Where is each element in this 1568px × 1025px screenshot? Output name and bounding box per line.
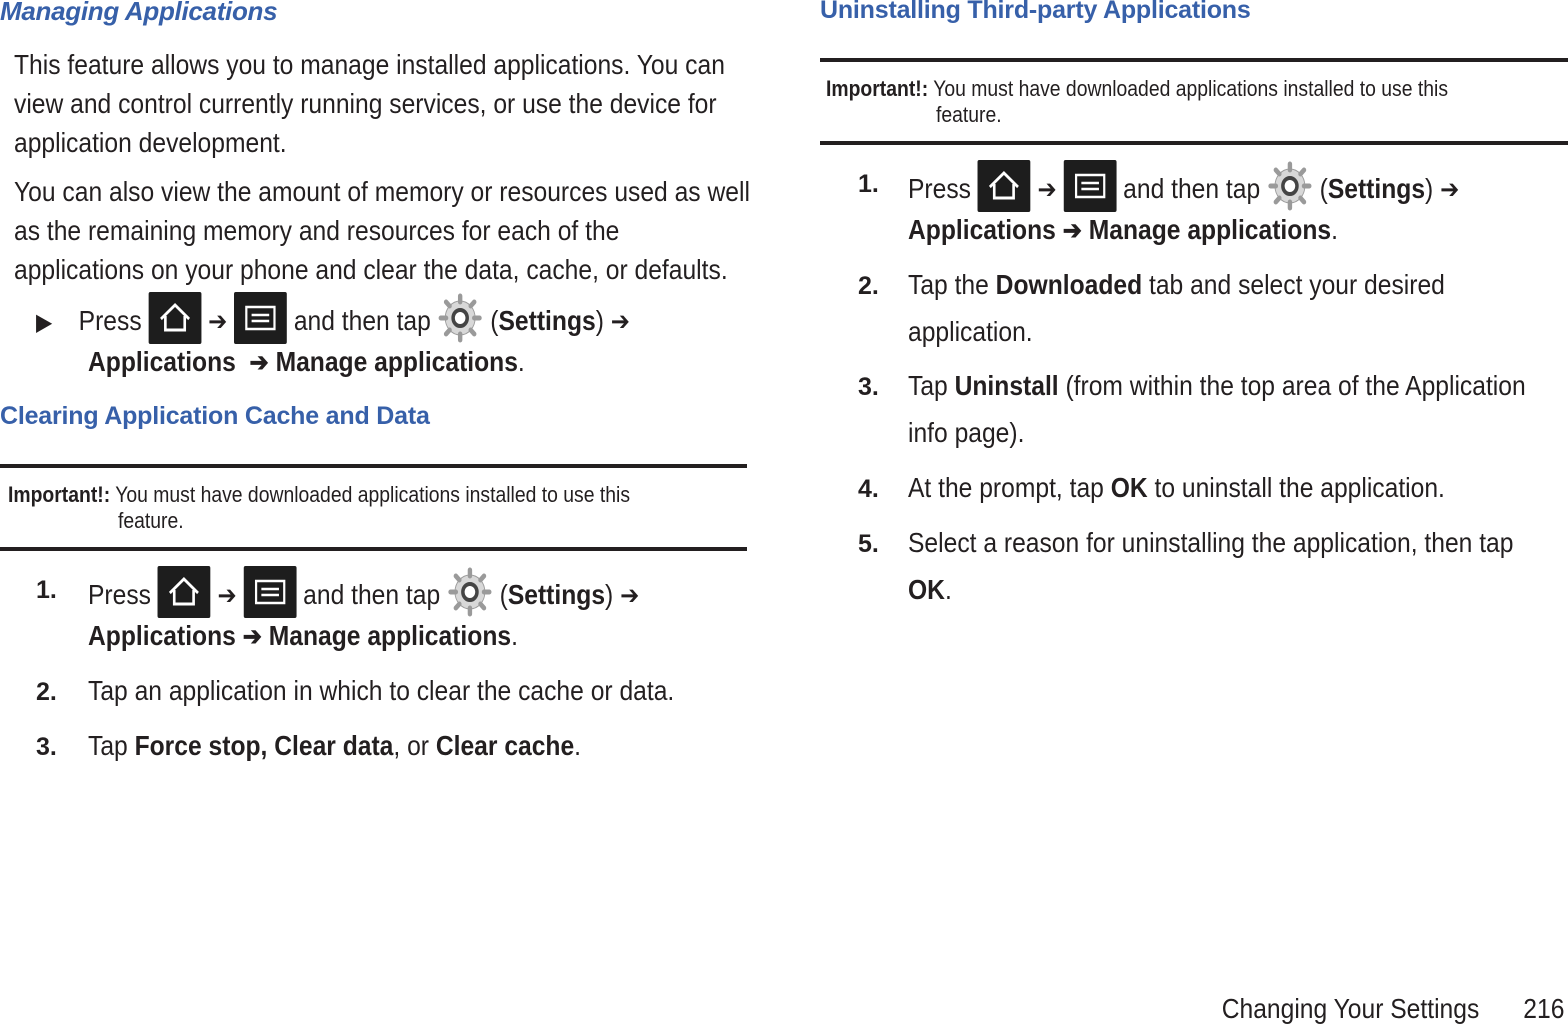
step-number: 3. (858, 373, 879, 401)
home-key-icon (978, 160, 1031, 212)
step-number: 2. (858, 272, 879, 300)
menu-key-icon (244, 566, 297, 618)
settings-gear-icon (1267, 160, 1313, 212)
divider-bottom (0, 547, 747, 551)
home-key-icon (148, 292, 201, 344)
step-1: Press ➔ and then tap (Settings) ➔ (88, 566, 639, 618)
sub-heading-clearing-cache: Clearing Application Cache and Data (0, 402, 430, 430)
and-then-tap-text: and then tap (293, 305, 431, 336)
step-3-line2: info page). (908, 417, 1025, 448)
step-2: Tap the Downloaded tab and select your desired (908, 269, 1445, 300)
settings-gear-icon (447, 566, 493, 618)
step-number: 1. (36, 576, 57, 604)
bullet-step: ▶ Press ➔ and then tap (Settings) ➔ (36, 292, 630, 346)
divider-top (0, 464, 747, 468)
step-5-line2: OK. (908, 574, 952, 605)
step-3: Tap Force stop, Clear data, or Clear cache. (88, 730, 582, 761)
page-number: 216 (1522, 993, 1564, 1024)
step-number: 2. (36, 678, 57, 706)
press-text: Press (78, 305, 142, 336)
arrow-icon: ➔ (208, 306, 228, 336)
menu-key-icon (234, 292, 287, 344)
important-label: Important!: (8, 482, 111, 507)
important-note: Important!: You must have downloaded applications installed to use this feature. (8, 482, 631, 533)
step-3: Tap Uninstall (from within the top area of the Application (908, 370, 1526, 401)
step-1-line2: Applications ➔ Manage applications. (908, 214, 1338, 245)
step-number: 5. (858, 530, 879, 558)
step-1-line2: Applications ➔ Manage applications. (88, 620, 518, 651)
bullet-step-line2: Applications ➔ Manage applications. (88, 346, 525, 377)
bullet-marker: ▶ (36, 309, 53, 336)
step-number: 3. (36, 733, 57, 761)
section-heading-managing-applications: Managing Applications (0, 0, 278, 26)
home-key-icon (158, 566, 211, 618)
memory-paragraph: You can also view the amount of memory or resources used as well as the remaining memory and resources for each of the applications on your phone and clear the data, cache, or defaults. (14, 176, 750, 285)
divider-top (820, 58, 1568, 62)
page-footer (1221, 993, 1564, 1025)
section-heading-uninstalling: Uninstalling Third-party Applications (820, 0, 1251, 24)
step-4: At the prompt, tap OK to uninstall the application. (908, 472, 1445, 503)
divider-bottom (820, 141, 1568, 145)
step-number: 4. (858, 475, 879, 503)
important-note: Important!: You must have downloaded applications installed to use this feature. (826, 76, 1449, 127)
footer-section-title: Changing Your Settings (1221, 993, 1479, 1024)
step-2-line2: application. (908, 316, 1033, 347)
menu-key-icon (1064, 160, 1117, 212)
step-number: 1. (858, 170, 879, 198)
step-1: Press ➔ and then tap (Settings) ➔ (908, 160, 1459, 212)
intro-paragraph: This feature allows you to manage installed applications. You can view and control currently running services, or use the device for application development. (14, 49, 725, 158)
step-5: Select a reason for uninstalling the application, then tap (908, 527, 1514, 558)
settings-gear-icon (438, 292, 484, 344)
settings-label: Settings (498, 305, 596, 336)
step-2: Tap an application in which to clear the cache or data. (88, 675, 675, 706)
